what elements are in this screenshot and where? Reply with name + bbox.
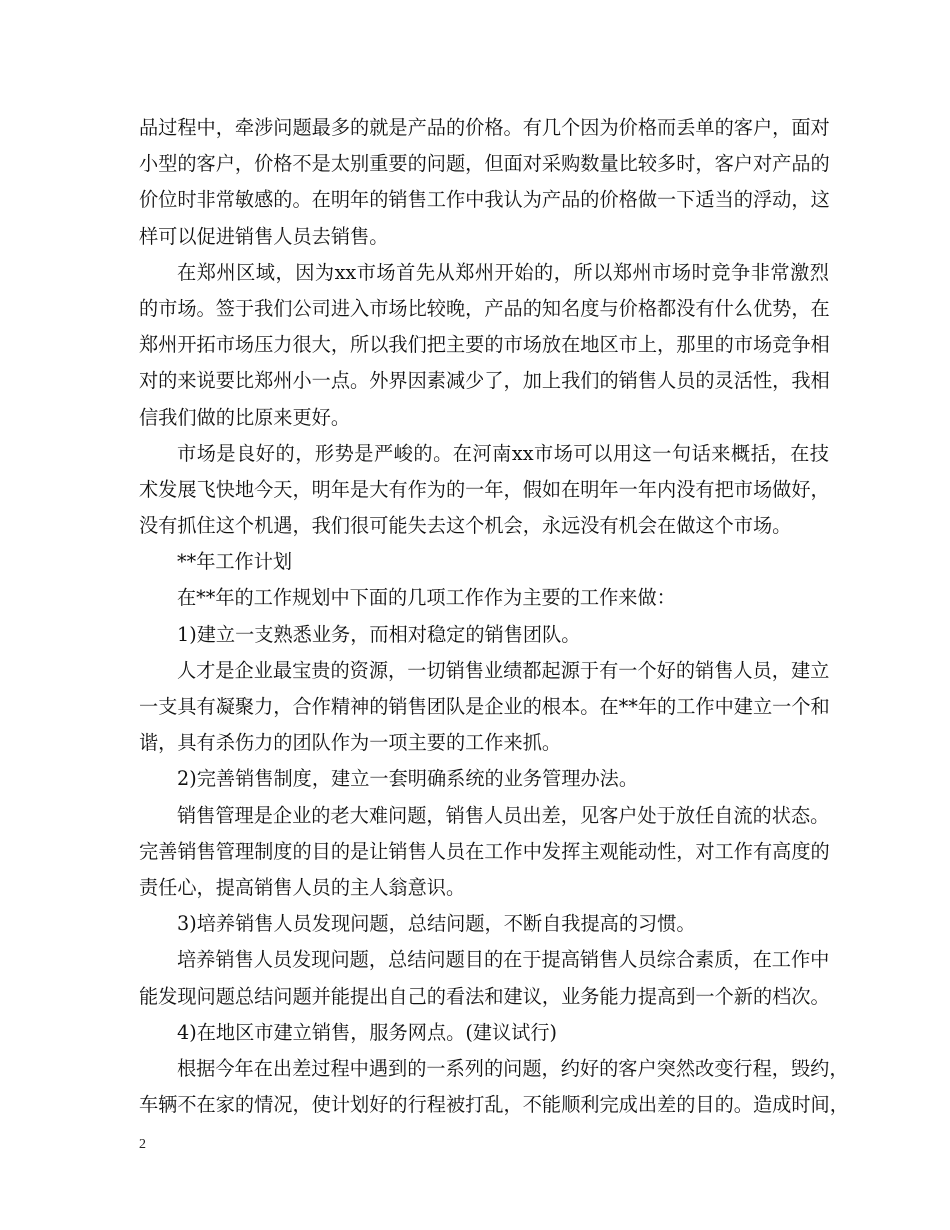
list-item-heading: 4)在地区市建立销售，服务网点。(建议试行) <box>177 1020 558 1044</box>
body-text <box>139 110 849 1123</box>
text-line: 培养销售人员发现问题，总结问题目的在于提高销售人员综合素质，在工作中 <box>177 948 830 972</box>
text-line: 的市场。签于我们公司进入市场比较晚，产品的知名度与价格都没有什么优势，在 <box>139 296 830 320</box>
list-item-heading: 3)培养销售人员发现问题，总结问题，不断自我提高的习惯。 <box>177 912 696 936</box>
text-line: 在**年的工作规划中下面的几项工作作为主要的工作来做： <box>177 586 676 610</box>
text-line: 在郑州区域，因为xx市场首先从郑州开始的，所以郑州市场时竞争非常激烈 <box>177 260 829 284</box>
text-line: 一支具有凝聚力，合作精神的销售团队是企业的根本。在**年的工作中建立一个和 <box>139 695 830 718</box>
text-line: 责任心，提高销售人员的主人翁意识。 <box>139 875 466 899</box>
text-line: 根据今年在出差过程中遇到的一系列的问题，约好的客户突然改变行程，毁约， <box>177 1056 849 1080</box>
text-line: 人才是企业最宝贵的资源，一切销售业绩都起源于有一个好的销售人员，建立 <box>177 658 830 682</box>
page-number: 2 <box>139 1137 146 1152</box>
text-line: 对的来说要比郑州小一点。外界因素减少了，加上我们的销售人员的灵活性，我相 <box>139 369 830 393</box>
section-heading: **年工作计划 <box>177 550 293 574</box>
list-item-heading: 2)完善销售制度，建立一套明确系统的业务管理办法。 <box>177 767 639 791</box>
text-line: 信我们做的比原来更好。 <box>139 405 351 429</box>
text-line: 完善销售管理制度的目的是让销售人员在工作中发挥主观能动性，对工作有高度的 <box>139 839 830 863</box>
text-line: 郑州开拓市场压力很大，所以我们把主要的市场放在地区市上，那里的市场竞争相 <box>139 333 830 357</box>
text-line: 价位时非常敏感的。在明年的销售工作中我认为产品的价格做一下适当的浮动，这 <box>139 188 830 212</box>
text-line: 品过程中，牵涉问题最多的就是产品的价格。有几个因为价格而丢单的客户，面对 <box>139 116 830 139</box>
text-line: 能发现问题总结问题并能提出自己的看法和建议，业务能力提高到一个新的档次。 <box>139 984 830 1008</box>
list-item-heading: 1)建立一支熟悉业务，而相对稳定的销售团队。 <box>177 622 581 646</box>
text-line: 样可以促进销售人员去销售。 <box>139 224 389 248</box>
text-line: 销售管理是企业的老大难问题，销售人员出差，见客户处于放任自流的状态。 <box>177 803 830 827</box>
text-line: 术发展飞快地今天，明年是大有作为的一年，假如在明年一年内没有把市场做好， <box>139 477 830 501</box>
text-line: 没有抓住这个机遇，我们很可能失去这个机会，永远没有机会在做这个市场。 <box>139 514 792 538</box>
text-line: 谐，具有杀伤力的团队作为一项主要的工作来抓。 <box>139 731 562 755</box>
text-line: 小型的客户，价格不是太别重要的问题，但面对采购数量比较多时，客户对产品的 <box>139 152 830 176</box>
text-line: 车辆不在家的情况，使计划好的行程被打乱，不能顺利完成出差的目的。造成时间， <box>139 1093 849 1117</box>
text-line: 市场是良好的，形势是严峻的。在河南xx市场可以用这一句话来概括，在技 <box>177 441 829 465</box>
